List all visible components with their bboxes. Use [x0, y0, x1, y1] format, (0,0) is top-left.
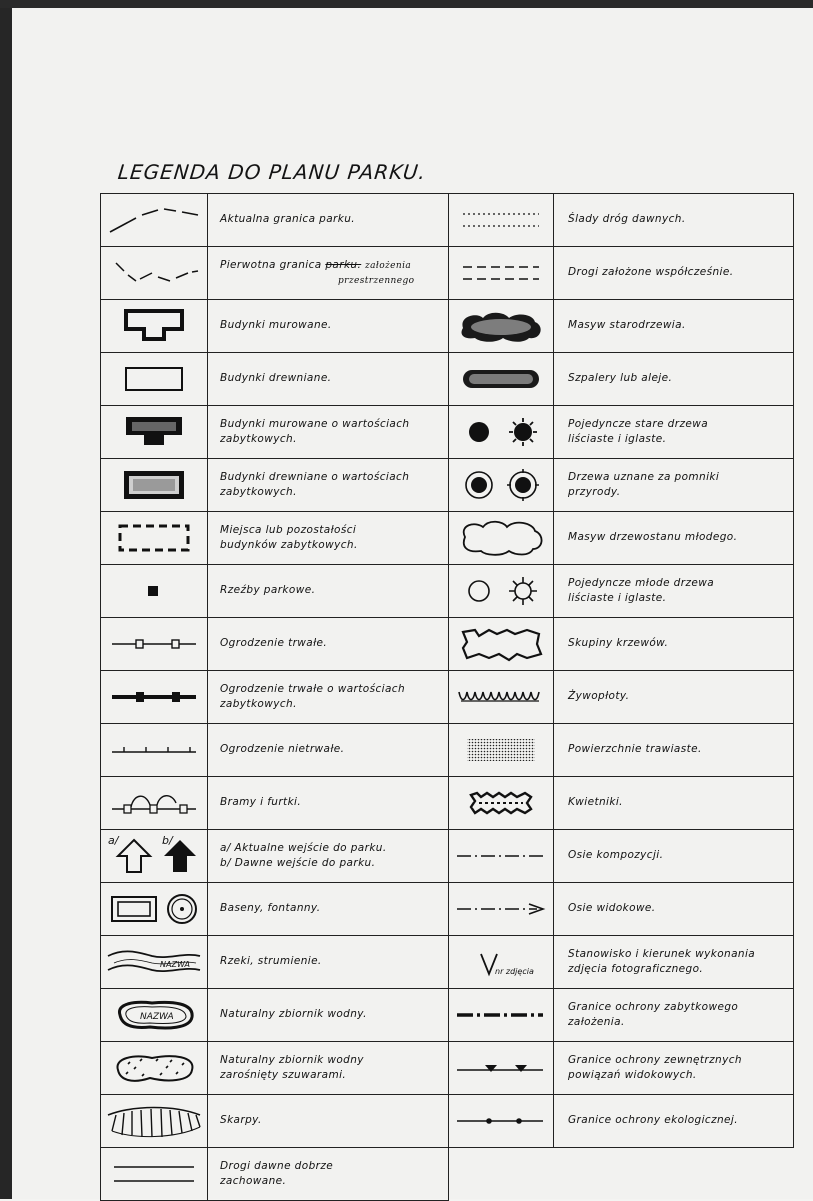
- escarpment-icon: [101, 1095, 208, 1148]
- composition-axis-icon: [449, 830, 554, 883]
- photo-number-label: nr zdjęcia: [495, 967, 534, 976]
- empty-cell: [449, 1148, 554, 1201]
- legend-label: a/ Aktualne wejście do parku. b/ Dawne wejście do parku.: [208, 830, 449, 883]
- water-body-icon: [101, 989, 208, 1042]
- legend-label: Stanowisko i kierunek wykonania zdjęcia fotograficznego.: [554, 936, 794, 989]
- legend-label: Masyw starodrzewia.: [554, 300, 794, 353]
- legend-label: Drogi dawne dobrze zachowane.: [208, 1148, 449, 1201]
- legend-label: Skupiny krzewów.: [554, 618, 794, 671]
- legend-label: Budynki drewniane.: [208, 353, 449, 406]
- historic-fence-icon: [101, 671, 208, 724]
- legend-row: [101, 671, 794, 724]
- historic-masonry-building-icon: [101, 406, 208, 459]
- legend-row: [101, 406, 794, 459]
- legend-label: Granice ochrony zewnętrznych powiązań widokowych.: [554, 1042, 794, 1095]
- current-boundary-line-icon: [101, 194, 208, 247]
- legend-table: [100, 193, 794, 1201]
- scan-left-edge: [0, 0, 12, 1199]
- wooden-building-icon: [101, 353, 208, 406]
- legend-label: Drogi założone współcześnie.: [554, 247, 794, 300]
- legend-row: [101, 830, 794, 883]
- legend-row: [101, 565, 794, 618]
- legend-row: [101, 989, 794, 1042]
- scan-top-edge: [0, 0, 813, 8]
- old-single-trees-icon: [449, 406, 554, 459]
- legend-label: Budynki murowane o wartościach zabytkowych.: [208, 406, 449, 459]
- view-protection-boundary-icon: [449, 1042, 554, 1095]
- young-tree-mass-icon: [449, 512, 554, 565]
- legend-row: [101, 618, 794, 671]
- legend-label: Pojedyncze stare drzewa liściaste i iglaste.: [554, 406, 794, 459]
- legend-label: Granice ochrony ekologicznej.: [554, 1095, 794, 1148]
- legend-label: Skarpy.: [208, 1095, 449, 1148]
- photo-position-icon: [449, 936, 554, 989]
- legend-row: [101, 1148, 794, 1201]
- shrub-groups-icon: [449, 618, 554, 671]
- view-axis-icon: [449, 883, 554, 936]
- legend-row: [101, 883, 794, 936]
- legend-label: Aktualna granica parku.: [208, 194, 449, 247]
- building-remains-icon: [101, 512, 208, 565]
- legend-label: Osie widokowe.: [554, 883, 794, 936]
- legend-row: [101, 247, 794, 300]
- modern-road-icon: [449, 247, 554, 300]
- legend-label: Granice ochrony zabytkowego założenia.: [554, 989, 794, 1042]
- legend-row: [101, 1042, 794, 1095]
- river-name-label: NAZWA: [160, 960, 190, 969]
- legend-label: Baseny, fontanny.: [208, 883, 449, 936]
- legend-label: Budynki murowane.: [208, 300, 449, 353]
- sculpture-icon: [101, 565, 208, 618]
- hedge-icon: [449, 671, 554, 724]
- legend-label: Ogrodzenie trwałe.: [208, 618, 449, 671]
- legend-label: Masyw drzewostanu młodego.: [554, 512, 794, 565]
- heritage-protection-boundary-icon: [449, 989, 554, 1042]
- historic-wooden-building-icon: [101, 459, 208, 512]
- original-boundary-line-icon: [101, 247, 208, 300]
- legend-label: Rzeki, strumienie.: [208, 936, 449, 989]
- flowerbed-icon: [449, 777, 554, 830]
- permanent-fence-icon: [101, 618, 208, 671]
- legend-label: Drzewa uznane za pomniki przyrody.: [554, 459, 794, 512]
- old-tree-mass-icon: [449, 300, 554, 353]
- legend-label: Rzeźby parkowe.: [208, 565, 449, 618]
- water-body-name-label: NAZWA: [140, 1012, 174, 1022]
- legend-label: Bramy i furtki.: [208, 777, 449, 830]
- legend-label: Naturalny zbiornik wodny.: [208, 989, 449, 1042]
- masonry-building-icon: [101, 300, 208, 353]
- legend-label: Ogrodzenie nietrwałe.: [208, 724, 449, 777]
- entrance-tag-a: a/: [108, 834, 119, 847]
- legend-row: [101, 777, 794, 830]
- legend-label: Budynki drewniane o wartościach zabytkowych.: [208, 459, 449, 512]
- legend-row: [101, 936, 794, 989]
- legend-row: [101, 724, 794, 777]
- legend-label: Kwietniki.: [554, 777, 794, 830]
- legend-row: [101, 194, 794, 247]
- young-single-trees-icon: [449, 565, 554, 618]
- legend-label: Miejsca lub pozostałości budynków zabytkowych.: [208, 512, 449, 565]
- river-icon: [101, 936, 208, 989]
- monument-trees-icon: [449, 459, 554, 512]
- pool-fountain-icon: [101, 883, 208, 936]
- ecological-protection-boundary-icon: [449, 1095, 554, 1148]
- legend-row: [101, 353, 794, 406]
- legend-label: Osie kompozycji.: [554, 830, 794, 883]
- page-title: LEGENDA DO PLANU PARKU.: [116, 160, 428, 184]
- legend-row: [101, 459, 794, 512]
- legend-label: Ogrodzenie trwałe o wartościach zabytkowych.: [208, 671, 449, 724]
- legend-label: Powierzchnie trawiaste.: [554, 724, 794, 777]
- temporary-fence-icon: [101, 724, 208, 777]
- legend-label: Ślady dróg dawnych.: [554, 194, 794, 247]
- legend-row: [101, 1095, 794, 1148]
- preserved-road-icon: [101, 1148, 208, 1201]
- legend-row: [101, 512, 794, 565]
- lawn-icon: [449, 724, 554, 777]
- entrance-arrows-icon: [101, 830, 208, 883]
- legend-label: Szpalery lub aleje.: [554, 353, 794, 406]
- old-road-traces-icon: [449, 194, 554, 247]
- entrance-tag-b: b/: [162, 834, 173, 847]
- empty-cell: [554, 1148, 794, 1201]
- legend-label: Pierwotna granica parku. założenia przestrzennego: [208, 247, 449, 300]
- gate-icon: [101, 777, 208, 830]
- legend-label: Naturalny zbiornik wodny zarośnięty szuwarami.: [208, 1042, 449, 1095]
- legend-label: Żywopłoty.: [554, 671, 794, 724]
- legend-label: Pojedyncze młode drzewa liściaste i iglaste.: [554, 565, 794, 618]
- reed-water-body-icon: [101, 1042, 208, 1095]
- alley-icon: [449, 353, 554, 406]
- legend-row: [101, 300, 794, 353]
